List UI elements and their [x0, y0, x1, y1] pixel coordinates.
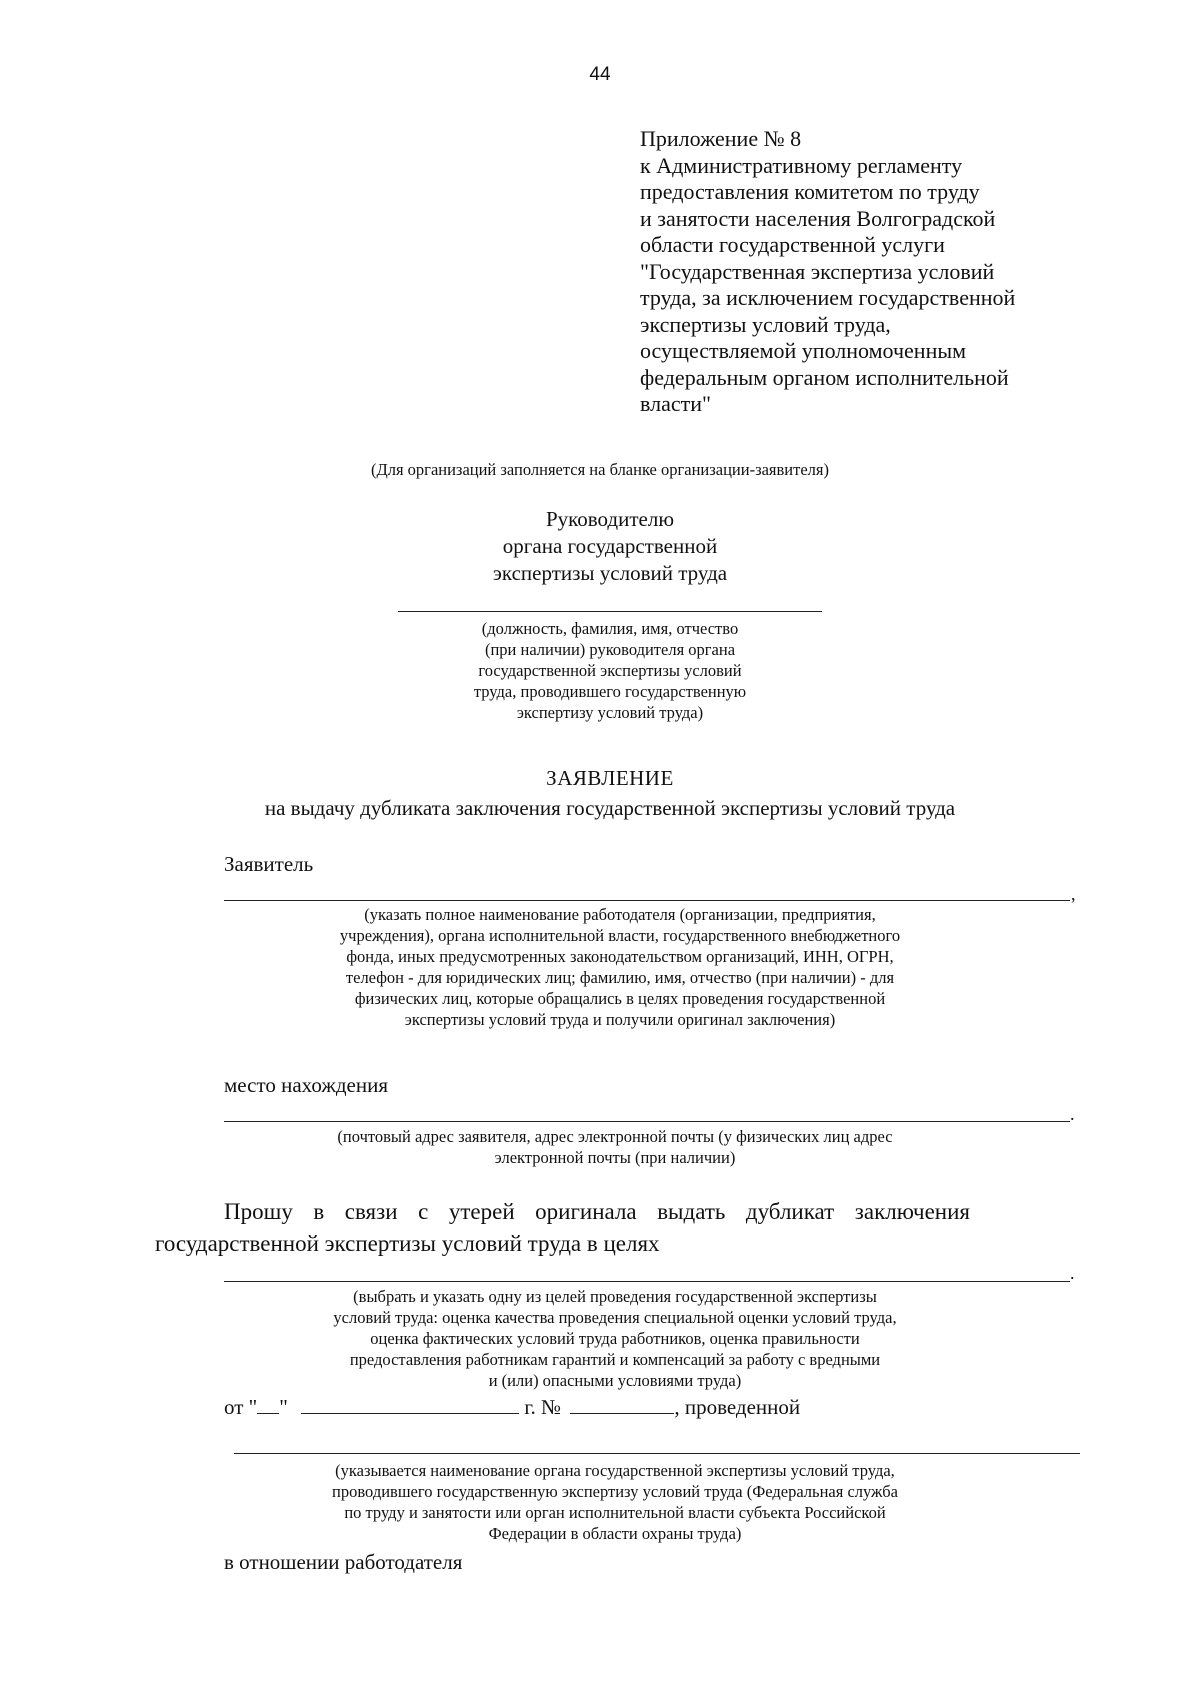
hint-line: (почтовый адрес заявителя, адрес электронной почты (у физических лиц адрес	[337, 1127, 893, 1146]
location-trail: .	[1070, 1104, 1075, 1124]
hint-line: (должность, фамилия, имя, отчество	[481, 619, 739, 638]
applicant-hint	[0, 904, 1200, 1030]
document-subtitle: на выдачу дубликата заключения государственной экспертизы условий труда	[264, 796, 956, 820]
appendix-line: и занятости населения Волгоградской	[640, 205, 996, 231]
addressee-line: экспертизы условий труда	[492, 561, 728, 585]
appendix-line: Приложение № 8	[640, 126, 802, 151]
hint-line: экспертизы условий труда и получили оригинал заключения)	[404, 1010, 836, 1029]
authority-fill-line[interactable]	[234, 1453, 1080, 1454]
hint-line: электронной почты (при наличии)	[494, 1148, 736, 1167]
addressee-line: Руководителю	[545, 507, 675, 531]
applicant-trail: ,	[1071, 884, 1076, 904]
addressee-line: органа государственной	[502, 534, 718, 558]
appendix-line: "Государственная экспертиза условий	[640, 258, 995, 284]
appendix-line: федеральным органом исполнительной	[640, 364, 1009, 390]
org-note: (Для организаций заполняется на бланке организации-заявителя)	[370, 460, 829, 479]
authority-hint	[0, 1460, 1200, 1544]
purpose-hint	[0, 1286, 1200, 1391]
hint-line: условий труда: оценка качества проведения специальной оценки условий труда,	[333, 1308, 897, 1327]
location-label: место нахождения	[224, 1073, 388, 1097]
hint-line: труда, проводившего государственную	[473, 682, 747, 701]
month-year-field[interactable]	[301, 1395, 519, 1414]
addressee-hint	[0, 618, 1200, 723]
date-number-line	[224, 1395, 800, 1420]
conclusion-number-field[interactable]	[570, 1395, 674, 1414]
hint-line: фонда, иных предусмотренных законодательством организаций, ИНН, ОГРН,	[346, 947, 894, 966]
appendix-line: предоставления комитетом по труду	[640, 179, 980, 204]
year-number-label: г. №	[524, 1395, 562, 1419]
location-hint	[0, 1126, 1200, 1168]
employer-label: в отношении работодателя	[224, 1550, 463, 1574]
appendix-line: власти"	[640, 391, 711, 416]
day-field[interactable]	[257, 1395, 279, 1414]
hint-line: (указать полное наименование работодателя (организации, предприятия,	[364, 905, 876, 924]
applicant-fill-line[interactable]	[224, 900, 1070, 901]
hint-line: Федерации в области охраны труда)	[488, 1524, 742, 1543]
hint-line: (при наличии) руководителя органа	[484, 640, 736, 659]
conducted-label: , проведенной	[674, 1395, 801, 1419]
hint-line: предоставления работникам гарантий и компенсаций за работу с вредными	[349, 1350, 881, 1369]
addressee-block	[0, 506, 1200, 587]
hint-line: оценка фактических условий труда работников, оценка правильности	[370, 1329, 860, 1348]
hint-line: (указывается наименование органа государственной экспертизы условий труда,	[335, 1461, 895, 1480]
request-trail: .	[1070, 1263, 1075, 1283]
appendix-line: осуществляемой уполномоченным	[640, 338, 967, 363]
hint-line: и (или) опасными условиями труда)	[488, 1371, 742, 1390]
addressee-fill-line[interactable]	[398, 611, 822, 612]
hint-line: телефон - для юридических лиц; фамилию, имя, отчество (при наличии) - для	[345, 968, 895, 987]
from-label: от "	[224, 1395, 258, 1419]
appendix-line: к Административному регламенту	[640, 152, 963, 178]
quote-close: "	[279, 1395, 288, 1419]
hint-line: учреждения), органа исполнительной власти, государственного внебюджетного	[339, 926, 901, 945]
hint-line: по труду и занятости или орган исполнительной власти субъекта Российской	[344, 1503, 886, 1522]
purpose-fill-line[interactable]	[224, 1281, 1070, 1282]
document-title: ЗАЯВЛЕНИЕ	[546, 766, 674, 790]
appendix-line: труда, за исключением государственной	[640, 285, 1016, 310]
page-number: 44	[589, 64, 611, 85]
hint-line: экспертизу условий труда)	[516, 703, 704, 722]
appendix-header	[640, 126, 1100, 418]
hint-line: физических лиц, которые обращались в целях проведения государственной	[354, 989, 886, 1008]
hint-line: государственной экспертизы условий	[478, 661, 742, 680]
request-text-line-2: государственной экспертизы условий труда в целях	[155, 1231, 660, 1256]
appendix-line: экспертизы условий труда,	[640, 311, 891, 337]
hint-line: проводившего государственную экспертизу условий труда (Федеральная служба	[332, 1482, 898, 1501]
hint-line: (выбрать и указать одну из целей проведения государственной экспертизы	[353, 1287, 877, 1306]
appendix-line: области государственной услуги	[640, 232, 945, 257]
applicant-label: Заявитель	[224, 852, 314, 876]
request-text-line-1: Прошу в связи с утерей оригинала выдать дубликат заключения	[224, 1199, 970, 1224]
location-fill-line[interactable]	[224, 1121, 1070, 1122]
